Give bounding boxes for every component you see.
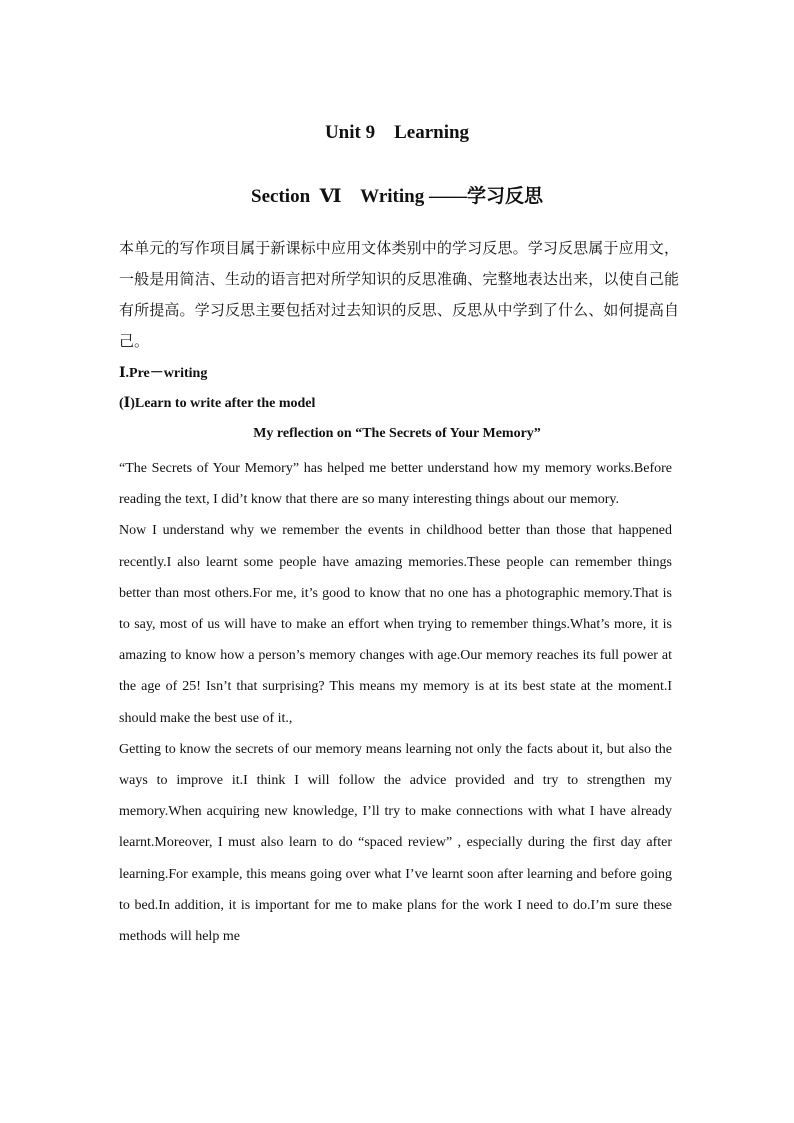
- composition-paragraph: Now I understand why we remember the events in childhood better than those that happened recently.I also learnt some people have amazing memories.These people can remember things better than most others.For me, it’s good to know that no one has a photographic memory.That is to say, most of us will have to make an effort when trying to remember things.What’s more, it is amazing to know how a person’s memory changes with age.Our memory reaches its full power at the age of 25! Isn’t that surprising? This means my memory is at its best state at the moment.I should make the best use of it.,: [119, 523, 672, 726]
- composition-paragraph: “The Secrets of Your Memory” has helped me better understand how my memory works.Before reading the text, I did’t know that there are so many interesting things about our memory.: [119, 461, 672, 508]
- unit-title: Unit 9 Learning: [324, 122, 470, 143]
- section-title: Section Ⅵ Writing ——学习反思: [251, 186, 543, 207]
- composition-title: My reflection on “The Secrets of Your Memory”: [253, 426, 541, 441]
- intro-paragraph: 本单元的写作项目属于新课标中应用文体类别中的学习反思。学习反思属于应用文，一般是用简洁、生动的语言把对所学知识的反思准确、完整地表达出来，以使自己能有所提高。学习反思主要包括对过去知识的反思、反思从中学到了什么、如何提高自己。: [119, 239, 679, 350]
- composition-body: [119, 453, 672, 952]
- composition-paragraph: Getting to know the secrets of our memory means learning not only the facts about it, but also the ways to improve it.I think I will follow the advice provided and try to strengthen my memory.When acquiring new knowledge, I’ll try to make connections with what I have already learnt.Moreover, I must also learn to do “spaced review” , especially during the first day after learning.For example, this means going over what I’ve learnt soon after learning and before going to bed.In addition, it is important for me to make plans for the work I need to do.I’m sure these methods will help me: [119, 741, 672, 945]
- sub-heading: (Ⅰ)Learn to write after the model: [119, 396, 316, 411]
- section-heading: Ⅰ.Pre－writing: [119, 366, 208, 381]
